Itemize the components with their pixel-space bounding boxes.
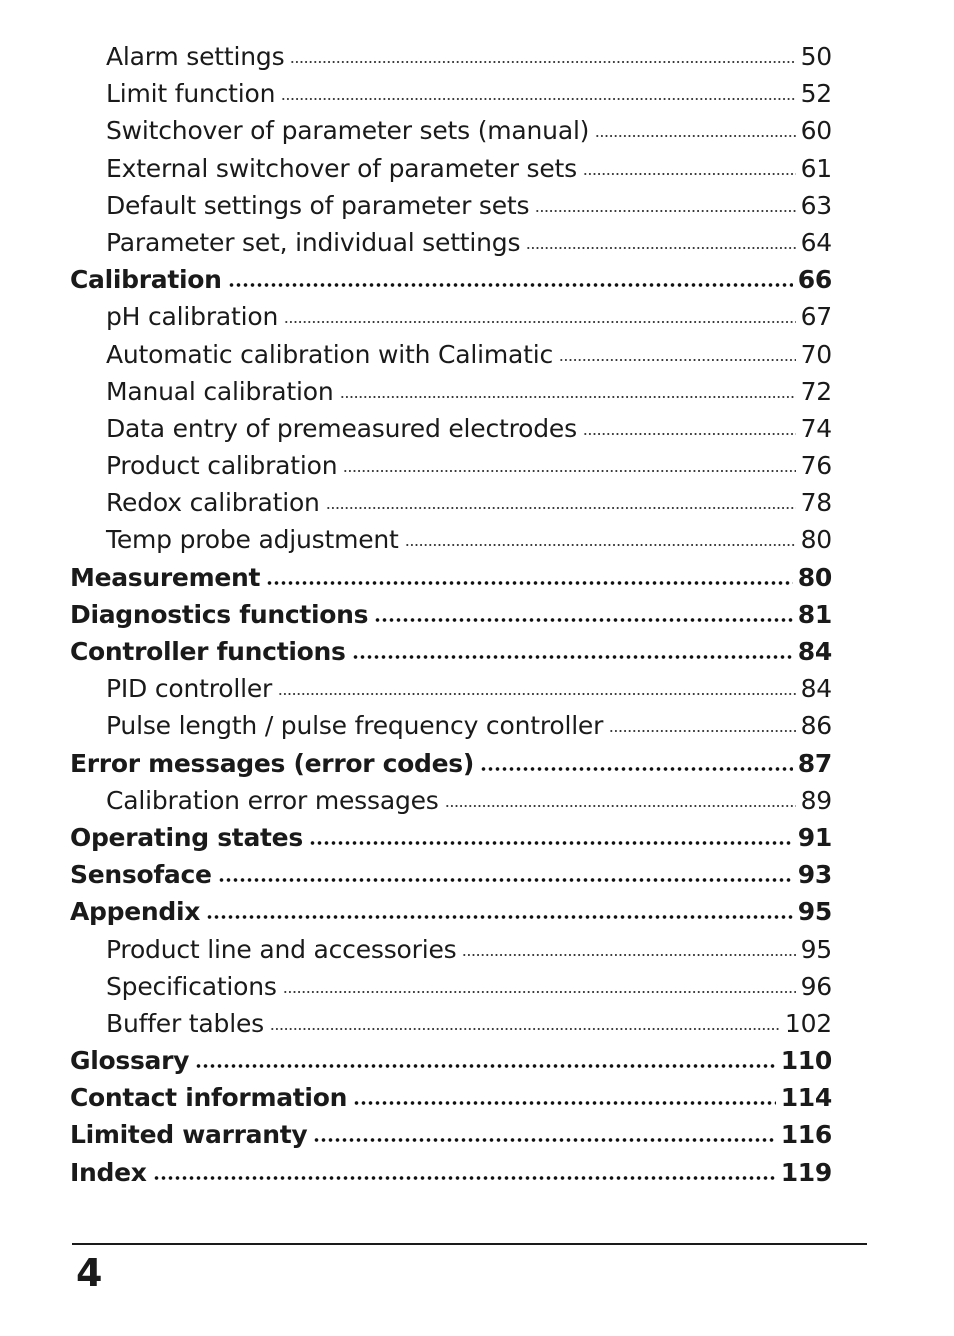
toc-entry-title: Limit function bbox=[106, 79, 276, 109]
toc-entry-title: Product line and accessories bbox=[106, 934, 457, 964]
toc-chapter-entry[interactable] bbox=[70, 1042, 832, 1079]
toc-dot-leader bbox=[559, 358, 796, 362]
toc-entry-title: Limited warranty bbox=[70, 1120, 308, 1150]
toc-entry-title: External switchover of parameter sets bbox=[106, 153, 577, 183]
toc-entry-page: 86 bbox=[800, 711, 832, 741]
toc-dot-leader bbox=[352, 655, 793, 659]
toc-entry-title: Appendix bbox=[70, 897, 201, 927]
toc-dot-leader bbox=[445, 804, 796, 808]
toc-section-entry[interactable] bbox=[70, 931, 832, 968]
toc-dot-leader bbox=[583, 172, 796, 176]
toc-section-entry[interactable] bbox=[70, 298, 832, 335]
toc-entry-title: Manual calibration bbox=[106, 376, 334, 406]
toc-dot-leader bbox=[526, 246, 795, 250]
toc-entry-title: Data entry of premeasured electrodes bbox=[106, 413, 577, 443]
toc-dot-leader bbox=[583, 432, 796, 436]
toc-entry-page: 95 bbox=[800, 934, 832, 964]
toc-entry-page: 72 bbox=[800, 376, 832, 406]
toc-dot-leader bbox=[266, 581, 793, 585]
toc-dot-leader bbox=[228, 283, 793, 287]
toc-entry-title: PID controller bbox=[106, 674, 273, 704]
toc-entry-page: 96 bbox=[800, 971, 832, 1001]
toc-chapter-entry[interactable] bbox=[70, 1079, 832, 1116]
toc-entry-page: 110 bbox=[780, 1046, 832, 1076]
toc-chapter-entry[interactable] bbox=[70, 559, 832, 596]
toc-section-entry[interactable] bbox=[70, 224, 832, 261]
toc-section-entry[interactable] bbox=[70, 707, 832, 744]
toc-section-entry[interactable] bbox=[70, 75, 832, 112]
toc-entry-page: 64 bbox=[800, 227, 832, 257]
toc-section-entry[interactable] bbox=[70, 484, 832, 521]
toc-entry-page: 95 bbox=[797, 897, 832, 927]
toc-entry-title: Product calibration bbox=[106, 451, 338, 481]
toc-section-entry[interactable] bbox=[70, 670, 832, 707]
toc-entry-title: Default settings of parameter sets bbox=[106, 190, 530, 220]
toc-dot-leader bbox=[290, 60, 795, 64]
toc-dot-leader bbox=[326, 506, 796, 510]
toc-section-entry[interactable] bbox=[70, 521, 832, 558]
toc-entry-page: 102 bbox=[784, 1008, 832, 1038]
toc-entry-page: 89 bbox=[800, 785, 832, 815]
toc-entry-title: Switchover of parameter sets (manual) bbox=[106, 116, 590, 146]
toc-entry-page: 63 bbox=[800, 190, 832, 220]
toc-entry-title: Alarm settings bbox=[106, 42, 285, 71]
toc-dot-leader bbox=[353, 1101, 776, 1105]
toc-section-entry[interactable] bbox=[70, 447, 832, 484]
toc-entry-title: Operating states bbox=[70, 822, 303, 852]
toc-entry-page: 84 bbox=[800, 674, 832, 704]
toc-entry-title: Sensoface bbox=[70, 860, 212, 890]
toc-chapter-entry[interactable] bbox=[70, 596, 832, 633]
toc-dot-leader bbox=[535, 209, 795, 213]
toc-entry-page: 80 bbox=[800, 525, 832, 555]
toc-dot-leader bbox=[278, 692, 795, 696]
footer-divider bbox=[72, 1243, 867, 1245]
toc-dot-leader bbox=[462, 953, 795, 957]
toc-dot-leader bbox=[283, 990, 796, 994]
toc-entry-page: 81 bbox=[797, 599, 832, 629]
toc-dot-leader bbox=[153, 1176, 776, 1180]
toc-dot-leader bbox=[281, 97, 795, 101]
toc-section-entry[interactable] bbox=[70, 782, 832, 819]
toc-dot-leader bbox=[609, 729, 795, 733]
toc-entry-page: 66 bbox=[797, 265, 832, 295]
toc-entry-page: 93 bbox=[797, 860, 832, 890]
toc-chapter-entry[interactable] bbox=[70, 819, 832, 856]
toc-chapter-entry[interactable] bbox=[70, 1116, 832, 1153]
toc-entry-title: Index bbox=[70, 1157, 147, 1187]
toc-entry-title: Automatic calibration with Calimatic bbox=[106, 339, 554, 369]
toc-entry-title: Diagnostics functions bbox=[70, 599, 369, 629]
toc-entry-title: Specifications bbox=[106, 971, 277, 1001]
toc-dot-leader bbox=[284, 320, 795, 324]
toc-entry-title: Calibration error messages bbox=[106, 785, 439, 815]
toc-entry-page: 74 bbox=[800, 413, 832, 443]
toc-section-entry[interactable] bbox=[70, 968, 832, 1005]
toc-chapter-entry[interactable] bbox=[70, 856, 832, 893]
toc-dot-leader bbox=[340, 395, 796, 399]
toc-section-entry[interactable] bbox=[70, 150, 832, 187]
toc-section-entry[interactable] bbox=[70, 112, 832, 149]
toc-entry-page: 84 bbox=[797, 637, 832, 666]
toc-entry-title: Controller functions bbox=[70, 637, 346, 666]
toc-dot-leader bbox=[595, 134, 795, 138]
toc-chapter-entry[interactable] bbox=[70, 1154, 832, 1191]
toc-entry-page: 70 bbox=[800, 339, 832, 369]
toc-entry-title: Glossary bbox=[70, 1046, 190, 1076]
toc-entry-page: 116 bbox=[780, 1120, 832, 1150]
toc-chapter-entry[interactable] bbox=[70, 633, 832, 670]
toc-chapter-entry[interactable] bbox=[70, 893, 832, 930]
toc-section-entry[interactable] bbox=[70, 187, 832, 224]
toc-section-entry[interactable] bbox=[70, 1005, 832, 1042]
toc-entry-page: 91 bbox=[797, 822, 832, 852]
toc-dot-leader bbox=[343, 469, 795, 473]
toc-entry-title: Buffer tables bbox=[106, 1008, 264, 1038]
toc-entry-page: 119 bbox=[780, 1157, 832, 1187]
toc-entry-page: 52 bbox=[800, 79, 832, 109]
toc-dot-leader bbox=[195, 1064, 776, 1068]
toc-chapter-entry[interactable] bbox=[70, 261, 832, 298]
toc-dot-leader bbox=[206, 915, 793, 919]
toc-entry-page: 60 bbox=[800, 116, 832, 146]
toc-dot-leader bbox=[374, 618, 793, 622]
toc-section-entry[interactable] bbox=[70, 336, 832, 373]
toc-entry-page: 80 bbox=[797, 562, 832, 592]
toc-dot-leader bbox=[313, 1138, 775, 1142]
toc-section-entry[interactable] bbox=[70, 410, 832, 447]
toc-dot-leader bbox=[480, 767, 793, 771]
toc-entry-title: Redox calibration bbox=[106, 488, 320, 518]
toc-entry-title: Contact information bbox=[70, 1083, 348, 1113]
toc-entry-title: Parameter set, individual settings bbox=[106, 227, 521, 257]
toc-dot-leader bbox=[405, 543, 796, 547]
toc-section-entry[interactable] bbox=[70, 38, 832, 75]
page-number: 4 bbox=[76, 1251, 103, 1295]
toc-entry-page: 114 bbox=[780, 1083, 832, 1113]
toc-dot-leader bbox=[309, 841, 793, 845]
toc-entry-title: Calibration bbox=[70, 265, 222, 295]
toc-entry-title: Temp probe adjustment bbox=[106, 525, 399, 555]
toc-entry-title: Error messages (error codes) bbox=[70, 748, 475, 778]
toc-entry-page: 67 bbox=[800, 302, 832, 332]
toc-dot-leader bbox=[270, 1027, 780, 1031]
toc-entry-page: 50 bbox=[800, 42, 832, 71]
toc-section-entry[interactable] bbox=[70, 373, 832, 410]
toc-entry-page: 78 bbox=[800, 488, 832, 518]
table-of-contents bbox=[70, 38, 832, 1191]
toc-entry-page: 76 bbox=[800, 451, 832, 481]
toc-entry-title: pH calibration bbox=[106, 302, 279, 332]
toc-dot-leader bbox=[218, 878, 793, 882]
toc-entry-page: 87 bbox=[797, 748, 832, 778]
toc-entry-title: Measurement bbox=[70, 562, 261, 592]
toc-chapter-entry[interactable] bbox=[70, 745, 832, 782]
toc-entry-title: Pulse length / pulse frequency controller bbox=[106, 711, 604, 741]
toc-entry-page: 61 bbox=[800, 153, 832, 183]
